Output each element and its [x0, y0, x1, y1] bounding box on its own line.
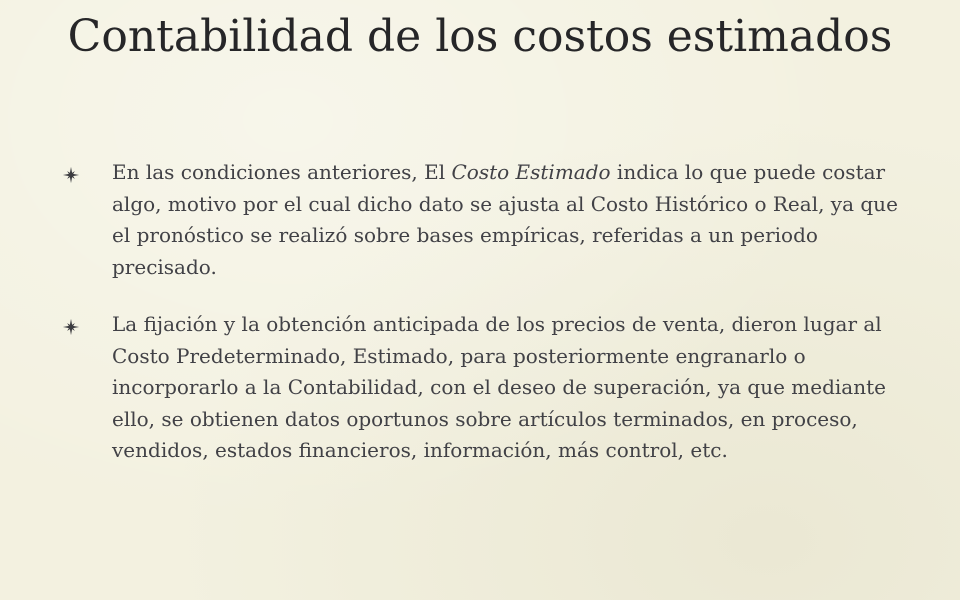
bullet-item-costo-estimado: [62, 157, 912, 283]
bullet-text: [112, 160, 898, 279]
star-bullet-icon: [62, 318, 80, 336]
emphasized-term: Costo Estimado: [451, 160, 611, 184]
bullet-item-costo-predeterminado: [62, 309, 912, 467]
bullet-list: [62, 157, 912, 467]
star-bullet-icon: [62, 166, 80, 184]
slide-title: Contabilidad de los costos estimados: [67, 11, 893, 62]
bullet-text-before: En las condiciones anteriores, El: [112, 160, 452, 184]
bullet-text: La fijación y la obtención anticipada de los precios de venta, dieron lugar al Costo Predeterminado, Estimado, para posteriormente engranarlo o incorporarlo a la Contabilidad, con el deseo de superación, ya que mediante ello, se obtienen datos oportunos sobre artículos terminados, en proceso, vendidos, estados financieros, información, más control, etc.: [112, 312, 886, 462]
bullet-text-after: indica lo que puede costar algo, motivo por el cual dicho dato se ajusta al Costo Histórico o Real, ya que el pronóstico se realizó sobre bases empíricas, referidas a un periodo precisado.: [112, 160, 898, 279]
